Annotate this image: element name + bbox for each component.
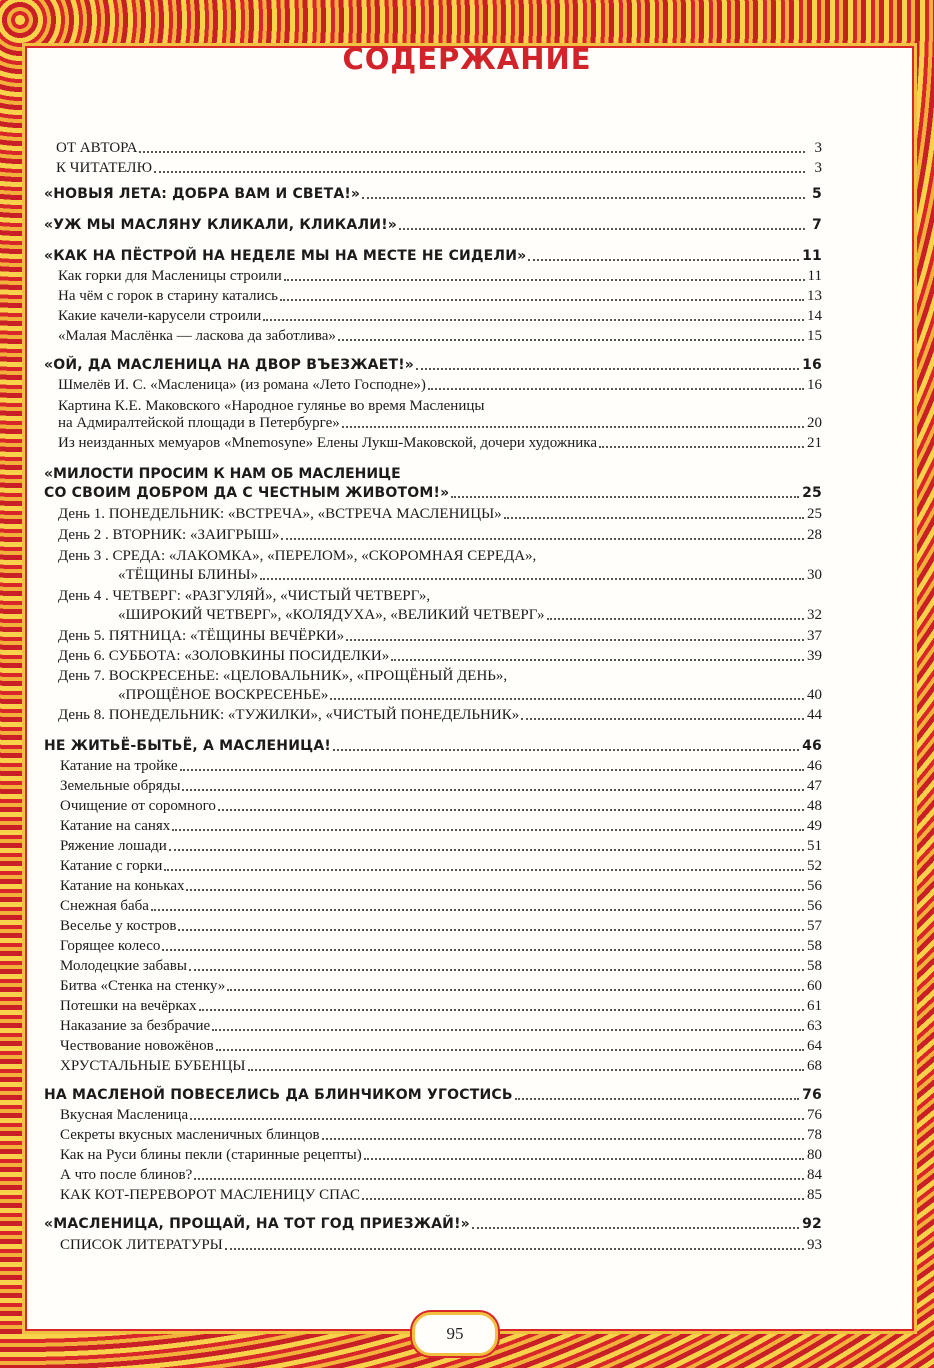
toc-entry-page: 68 [807, 1058, 822, 1074]
toc-entry[interactable] [60, 1126, 822, 1144]
dot-leader [194, 1178, 804, 1180]
toc-section[interactable] [44, 1086, 822, 1104]
toc-entry[interactable] [58, 505, 822, 523]
toc-section-page: 92 [802, 1216, 822, 1232]
toc-section-page: 76 [802, 1087, 822, 1103]
dot-leader [362, 197, 805, 199]
toc-entry-title: «ПРОЩЁНОЕ ВОСКРЕСЕНЬЕ» [118, 687, 329, 703]
toc-entry-title: «ШИРОКИЙ ЧЕТВЕРГ», «КОЛЯДУХА», «ВЕЛИКИЙ ЧЕТВЕРГ» [118, 607, 545, 623]
dot-leader [216, 1049, 804, 1051]
toc-entry-title: Как горки для Масленицы строили [58, 268, 282, 284]
toc-entry[interactable] [118, 566, 822, 584]
toc-entry[interactable] [118, 686, 822, 704]
toc-section-title: НЕ ЖИТЬЁ-БЫТЬЁ, А МАСЛЕНИЦА! [44, 738, 331, 754]
toc-section[interactable] [44, 484, 822, 502]
toc-entry-page: 60 [807, 978, 822, 994]
dot-leader [189, 969, 804, 971]
dot-leader [281, 538, 804, 540]
toc-entry-page: 56 [807, 878, 822, 894]
toc-entry-page: 58 [807, 958, 822, 974]
toc-entry-title: ОТ АВТОРА [56, 140, 138, 156]
toc-section-page: 11 [802, 248, 822, 264]
toc-entry-title: День 1. ПОНЕДЕЛЬНИК: «ВСТРЕЧА», «ВСТРЕЧА МАСЛЕНИЦЫ» [58, 506, 502, 522]
dot-leader [218, 809, 804, 811]
toc-entry[interactable] [60, 997, 822, 1015]
dot-leader [151, 909, 804, 911]
dot-leader [364, 1158, 804, 1160]
dot-leader [199, 1009, 804, 1011]
toc-entry-page: 64 [807, 1038, 822, 1054]
toc-entry[interactable] [60, 957, 822, 975]
dot-leader [528, 259, 799, 261]
toc-entry-title: СПИСОК ЛИТЕРАТУРЫ [60, 1237, 223, 1253]
dot-leader [172, 829, 804, 831]
toc-entry-page: 11 [807, 268, 822, 284]
dot-leader [182, 789, 804, 791]
toc-entry[interactable] [60, 1037, 822, 1055]
toc-entry-page: 3 [814, 140, 822, 156]
toc-entry-title: Как на Руси блины пекли (старинные рецепты) [60, 1147, 362, 1163]
toc-entry-page: 13 [807, 288, 822, 304]
dot-leader [416, 368, 799, 370]
toc-section[interactable] [44, 1215, 822, 1233]
dot-leader [190, 1118, 804, 1120]
toc-entry[interactable] [58, 327, 822, 345]
toc-section-title: «МАСЛЕНИЦА, ПРОЩАЙ, НА ТОТ ГОД ПРИЕЗЖАЙ!» [44, 1216, 470, 1232]
toc-entry[interactable] [58, 434, 822, 452]
dot-leader [504, 517, 804, 519]
toc-entry[interactable] [60, 857, 822, 875]
toc-entry[interactable] [58, 287, 822, 305]
dot-leader [547, 618, 805, 620]
dot-leader [284, 279, 805, 281]
page-number: 95 [412, 1312, 498, 1356]
dot-leader [338, 339, 804, 341]
toc-entry-title: День 2 . ВТОРНИК: «ЗАИГРЫШ» [58, 527, 280, 543]
toc-entry-title-line: День 7. ВОСКРЕСЕНЬЕ: «ЦЕЛОВАЛЬНИК», «ПРОЩЁНЫЙ ДЕНЬ», [58, 668, 508, 684]
toc-entry-title: Очищение от соромного [60, 798, 216, 814]
toc-section-page: 46 [802, 738, 822, 754]
toc-entry-page: 37 [807, 628, 822, 644]
toc-entry-title: День 8. ПОНЕДЕЛЬНИК: «ТУЖИЛКИ», «ЧИСТЫЙ ПОНЕДЕЛЬНИК» [58, 707, 520, 723]
toc-entry-title: Катание с горки [60, 858, 163, 874]
toc-section-title: «НОВЫЯ ЛЕТА: ДОБРА ВАМ И СВЕТА!» [44, 186, 361, 202]
dot-leader [322, 1138, 804, 1140]
toc-entry[interactable] [60, 1017, 822, 1035]
toc-entry[interactable] [60, 937, 822, 955]
dot-leader [139, 151, 805, 153]
toc-entry-page: 40 [807, 687, 822, 703]
dot-leader [451, 496, 799, 498]
toc-entry[interactable] [58, 627, 822, 645]
dot-leader [599, 446, 804, 448]
toc-entry-title: КАК КОТ-ПЕРЕВОРОТ МАСЛЕНИЦУ СПАС [60, 1187, 361, 1203]
toc-entry-title-line: День 4 . ЧЕТВЕРГ: «РАЗГУЛЯЙ», «ЧИСТЫЙ ЧЕТВЕРГ», [58, 588, 431, 604]
dot-leader [212, 1029, 804, 1031]
toc-section-title: СО СВОИМ ДОБРОМ ДА С ЧЕСТНЫМ ЖИВОТОМ!» [44, 485, 450, 501]
toc-entry[interactable] [60, 837, 822, 855]
toc-entry-page: 32 [807, 607, 822, 623]
toc-entry[interactable] [58, 376, 822, 394]
dot-leader [342, 426, 804, 428]
toc-section-page: 16 [802, 357, 822, 373]
toc-entry-title: Секреты вкусных масленичных блинцов [60, 1127, 320, 1143]
toc-entry[interactable] [60, 917, 822, 935]
toc-entry[interactable] [58, 267, 822, 285]
toc-entry-title: на Адмиралтейской площади в Петербурге» [58, 415, 340, 431]
toc-entry-page: 25 [807, 506, 822, 522]
dot-leader [186, 889, 804, 891]
toc-entry-title: Чествование новожёнов [60, 1038, 214, 1054]
dot-leader [248, 1069, 804, 1071]
toc-entry-title: А что после блинов? [60, 1167, 193, 1183]
toc-entry-page: 93 [807, 1237, 822, 1253]
toc-entry-title-line: Картина К.Е. Маковского «Народное гулянье во время Масленицы [58, 398, 485, 414]
toc-section-title: «КАК НА ПЁСТРОЙ НА НЕДЕЛЕ МЫ НА МЕСТЕ НЕ СИДЕЛИ» [44, 248, 527, 264]
toc-entry-page: 15 [807, 328, 822, 344]
toc-entry-page: 44 [807, 707, 822, 723]
toc-entry[interactable] [60, 1166, 822, 1184]
toc-entry-title: К ЧИТАТЕЛЮ [56, 160, 152, 176]
toc-entry-title: Снежная баба [60, 898, 149, 914]
toc-entry-page: 28 [807, 527, 822, 543]
toc-entry-page: 49 [807, 818, 822, 834]
dot-leader [154, 171, 805, 173]
toc-entry-page: 14 [807, 308, 822, 324]
toc-entry[interactable] [60, 1236, 822, 1254]
toc-entry-title: Веселье у костров [60, 918, 177, 934]
toc-entry-title: Катание на тройке [60, 758, 178, 774]
toc-entry-page: 78 [807, 1127, 822, 1143]
toc-entry-title: Шмелёв И. С. «Масленица» (из романа «Лето Господне») [58, 377, 426, 393]
toc-entry-page: 52 [807, 858, 822, 874]
toc-section-page: 25 [802, 485, 822, 501]
dot-leader [164, 869, 804, 871]
dot-leader [227, 989, 804, 991]
toc-entry-title: «ТЁЩИНЫ БЛИНЫ» [118, 567, 259, 583]
toc-entry-title: На чём с горок в старину катались [58, 288, 278, 304]
dot-leader [399, 228, 805, 230]
dot-leader [362, 1198, 804, 1200]
toc-entry-page: 16 [807, 377, 822, 393]
dot-leader [330, 698, 804, 700]
toc-entry-title: Наказание за безбрачие [60, 1018, 211, 1034]
dot-leader [180, 769, 804, 771]
dot-leader [515, 1098, 799, 1100]
toc-entry-title: Земельные обряды [60, 778, 181, 794]
dot-leader [521, 718, 804, 720]
toc-entry[interactable] [60, 777, 822, 795]
toc-section-title-line: «МИЛОСТИ ПРОСИМ К НАМ ОБ МАСЛЕНИЦЕ [44, 466, 401, 482]
toc-entry[interactable] [60, 897, 822, 915]
toc-entry-page: 57 [807, 918, 822, 934]
toc-entry-title: Вкусная Масленица [60, 1107, 189, 1123]
toc-entry[interactable] [60, 757, 822, 775]
toc-section-title: «УЖ МЫ МАСЛЯНУ КЛИКАЛИ, КЛИКАЛИ!» [44, 217, 398, 233]
toc-entry[interactable] [58, 526, 822, 544]
toc-entry[interactable] [58, 706, 822, 724]
toc-entry[interactable] [60, 1146, 822, 1164]
toc-entry[interactable] [60, 877, 822, 895]
toc-entry[interactable] [60, 1057, 822, 1075]
page-title: СОДЕРЖАНИЕ [342, 42, 592, 76]
toc-entry-title: Битва «Стенка на стенку» [60, 978, 226, 994]
toc-entry-page: 46 [807, 758, 822, 774]
toc-entry-page: 56 [807, 898, 822, 914]
toc-entry-title: День 6. СУББОТА: «ЗОЛОВКИНЫ ПОСИДЕЛКИ» [58, 648, 390, 664]
toc-entry[interactable] [60, 797, 822, 815]
toc-entry-title: Катание на коньках [60, 878, 185, 894]
toc-section[interactable] [44, 737, 822, 755]
toc-entry-title: Потешки на вечёрках [60, 998, 197, 1014]
toc-entry-page: 51 [807, 838, 822, 854]
dot-leader [346, 639, 804, 641]
toc-entry[interactable] [60, 1106, 822, 1124]
toc-entry-title: Катание на санях [60, 818, 171, 834]
dot-leader [162, 949, 804, 951]
toc-entry-page: 39 [807, 648, 822, 664]
toc-entry-title-line: День 3 . СРЕДА: «ЛАКОМКА», «ПЕРЕЛОМ», «СКОРОМНАЯ СЕРЕДА», [58, 548, 537, 564]
toc-entry-title: Какие качели-карусели строили [58, 308, 262, 324]
toc-entry-page: 21 [807, 435, 822, 451]
toc-entry-page: 58 [807, 938, 822, 954]
toc-section[interactable] [44, 185, 822, 203]
dot-leader [333, 749, 799, 751]
toc-entry-page: 47 [807, 778, 822, 794]
toc-entry-page: 48 [807, 798, 822, 814]
toc-entry-page: 63 [807, 1018, 822, 1034]
toc-entry-page: 3 [814, 160, 822, 176]
toc-entry[interactable] [58, 307, 822, 325]
toc-entry-title: «Малая Маслёнка — ласкова да заботлива» [58, 328, 336, 344]
toc-entry-page: 61 [807, 998, 822, 1014]
toc-section-page: 5 [812, 186, 822, 202]
toc-entry-page: 85 [807, 1187, 822, 1203]
toc-entry-page: 30 [807, 567, 822, 583]
dot-leader [428, 388, 804, 390]
dot-leader [280, 299, 804, 301]
toc-entry-page: 84 [807, 1167, 822, 1183]
toc-entry[interactable] [60, 1186, 822, 1204]
toc-entry-title: Молодецкие забавы [60, 958, 187, 974]
toc-entry-page: 20 [807, 415, 822, 431]
toc-entry[interactable] [60, 977, 822, 995]
dot-leader [391, 659, 804, 661]
toc-entry-page: 76 [807, 1107, 822, 1123]
toc-entry-title: ХРУСТАЛЬНЫЕ БУБЕНЦЫ [60, 1058, 246, 1074]
toc-entry-title: Горящее колесо [60, 938, 161, 954]
toc-entry[interactable] [56, 139, 822, 157]
toc-entry[interactable] [118, 606, 822, 624]
toc-section-title: «ОЙ, ДА МАСЛЕНИЦА НА ДВОР ВЪЕЗЖАЕТ!» [44, 357, 415, 373]
toc-entry-page: 80 [807, 1147, 822, 1163]
toc-entry[interactable] [56, 159, 822, 177]
dot-leader [263, 319, 804, 321]
dot-leader [260, 578, 804, 580]
toc-entry[interactable] [58, 414, 822, 432]
toc-section[interactable] [44, 247, 822, 265]
dot-leader [178, 929, 804, 931]
toc-section-page: 7 [812, 217, 822, 233]
dot-leader [225, 1248, 804, 1250]
toc-section[interactable] [44, 216, 822, 234]
toc-section[interactable] [44, 356, 822, 374]
toc-section-title: НА МАСЛЕНОЙ ПОВЕСЕЛИСЬ ДА БЛИНЧИКОМ УГОСТИСЬ [44, 1087, 513, 1103]
toc-entry-title: Ряжение лошади [60, 838, 167, 854]
dot-leader [472, 1227, 799, 1229]
dot-leader [169, 849, 804, 851]
toc-entry-title: Из неизданных мемуаров «Mnemosyne» Елены Лукш-Маковской, дочери художника [58, 435, 598, 451]
toc-entry-title: День 5. ПЯТНИЦА: «ТЁЩИНЫ ВЕЧЁРКИ» [58, 628, 345, 644]
toc-entry[interactable] [58, 647, 822, 665]
toc-entry[interactable] [60, 817, 822, 835]
